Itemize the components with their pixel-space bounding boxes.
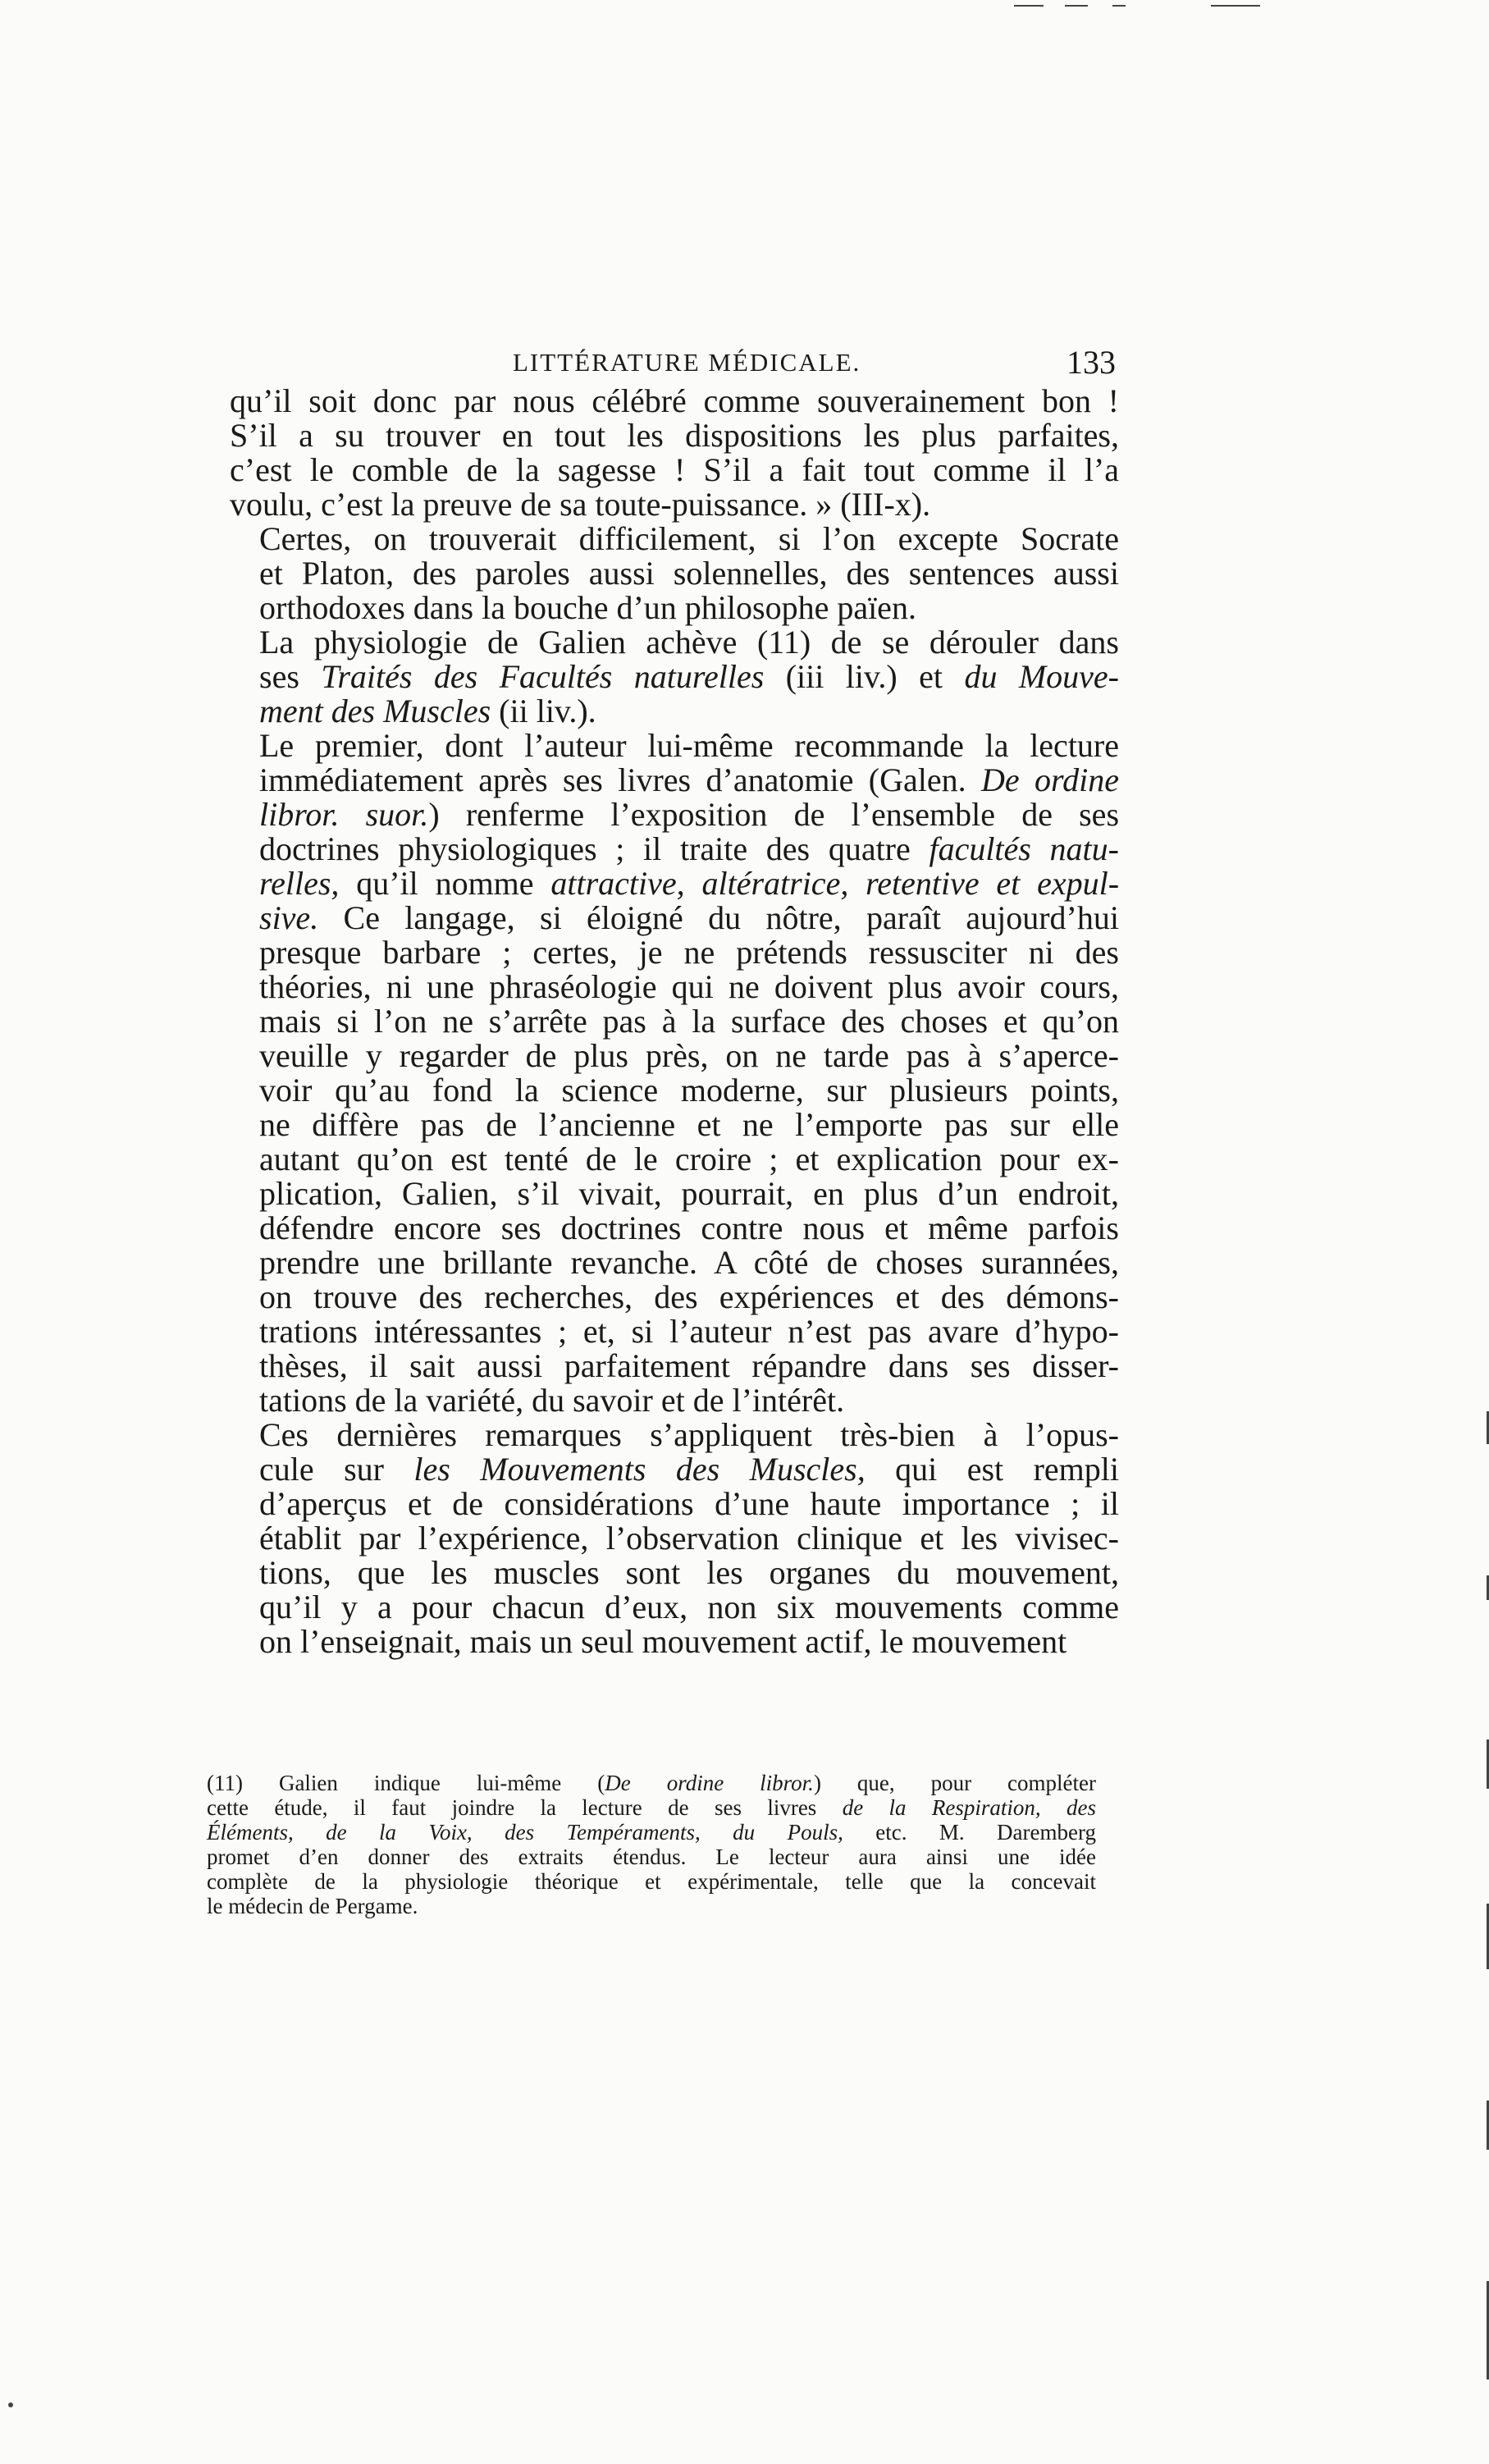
text-line <box>230 763 1119 798</box>
text-run: immédiatement après ses livres d’anatomie (Galen. <box>259 761 982 798</box>
text-run: voir qu’au fond la science moderne, sur plusieurs points, <box>259 1072 1119 1109</box>
text-run: Ces dernières remarques s’appliquent très-bien à l’opus- <box>259 1416 1119 1453</box>
text-run: ) renferme l’exposition de l’ensemble de ses <box>428 796 1120 833</box>
text-run: plication, Galien, s’il vivait, pourrait, en plus d’un endroit, <box>259 1175 1119 1212</box>
text-run: autant qu’on est tenté de le croire ; et explication pour ex- <box>259 1141 1119 1177</box>
text-run: et Platon, des paroles aussi solennelles, des sentences aussi <box>259 555 1119 592</box>
text-line <box>230 798 1119 832</box>
text-line <box>207 1820 1096 1845</box>
text-run: qu’il nomme <box>339 865 551 902</box>
italic-text: De ordine libror. <box>605 1771 814 1795</box>
text-run: on l’enseignait, mais un seul mouvement actif, le mouvement <box>259 1623 1067 1660</box>
text-line <box>230 453 1119 487</box>
italic-text: Traités des Facultés naturelles <box>321 658 765 695</box>
text-run: qu’il soit donc par nous célébré comme souverainement bon ! <box>230 382 1119 419</box>
text-run: S’il a su trouver en tout les dispositions les plus parfaites, <box>230 417 1119 454</box>
text-line <box>230 729 1119 763</box>
text-line <box>207 1845 1096 1869</box>
paragraph <box>230 522 1119 625</box>
italic-text: de la Respiration, des <box>842 1795 1097 1820</box>
text-run: doctrines physiologiques ; il traite des quatre <box>259 830 929 867</box>
text-run: complète de la physiologie théorique et expérimentale, telle que la concevait <box>207 1869 1096 1894</box>
text-line <box>230 1142 1119 1177</box>
italic-text: sive. <box>259 899 319 936</box>
text-line <box>230 1073 1119 1108</box>
text-run: défendre encore ses doctrines contre nous et même parfois <box>259 1209 1119 1246</box>
text-run: Ce langage, si éloigné du nôtre, paraît aujourd’hui <box>318 899 1119 936</box>
text-run: qui est rempli <box>865 1451 1119 1488</box>
text-run: trations intéressantes ; et, si l’auteur n’est pas avare d’hypo- <box>259 1313 1119 1350</box>
text-line <box>230 1383 1119 1418</box>
text-line <box>230 384 1119 418</box>
text-line <box>230 1280 1119 1314</box>
text-run: on trouve des recherches, des expériences et des démons- <box>259 1278 1119 1315</box>
text-run: mais si l’on ne s’arrête pas à la surface des choses et qu’on <box>259 1003 1119 1040</box>
text-line <box>230 487 1119 522</box>
text-line <box>230 1039 1119 1073</box>
body-text <box>230 384 1119 1659</box>
italic-text: Éléments, de la Voix, des Tempéraments, du Pouls, <box>207 1820 843 1845</box>
text-line <box>207 1771 1096 1795</box>
text-run: ses <box>259 658 322 695</box>
text-line <box>230 1108 1119 1142</box>
text-run: veuille y regarder de plus près, on ne tarde pas à s’aperce- <box>259 1037 1119 1074</box>
text-run: orthodoxes dans la bouche d’un philosophe païen. <box>259 589 916 626</box>
text-line <box>230 522 1119 556</box>
text-run: d’aperçus et de considérations d’une haute importance ; il <box>259 1485 1119 1522</box>
text-line <box>230 1452 1119 1487</box>
text-run: (iii liv.) et <box>764 658 965 695</box>
text-run: cette étude, il faut joindre la lecture de ses livres <box>207 1795 843 1820</box>
text-run: presque barbare ; certes, je ne prétends ressusciter ni des <box>259 934 1119 971</box>
text-line <box>230 1590 1119 1625</box>
text-line <box>230 1521 1119 1556</box>
text-run: (11) Galien indique lui-même ( <box>207 1771 605 1795</box>
text-run: Le premier, dont l’auteur lui-même recommande la lecture <box>259 727 1119 764</box>
text-run: etc. M. Daremberg <box>843 1820 1096 1845</box>
italic-text: attractive, altératrice, retentive et expul- <box>550 865 1120 902</box>
text-line <box>230 1556 1119 1590</box>
page-number: 133 <box>1067 344 1116 381</box>
text-run: le médecin de Pergame. <box>207 1894 418 1918</box>
text-line <box>230 1211 1119 1246</box>
text-line <box>207 1894 1096 1918</box>
text-line <box>230 1177 1119 1211</box>
text-line <box>230 1487 1119 1521</box>
text-line <box>230 1418 1119 1452</box>
text-line <box>230 591 1119 625</box>
italic-text: les Mouvements des Muscles, <box>413 1451 866 1488</box>
italic-text: relles, <box>259 865 340 902</box>
text-line <box>230 832 1119 866</box>
text-run: La physiologie de Galien achève (11) de se dérouler dans <box>259 624 1119 661</box>
text-run: ne diffère pas de l’ancienne et ne l’emporte pas sur elle <box>259 1106 1119 1143</box>
text-run: prendre une brillante revanche. A côté de choses surannées, <box>259 1244 1119 1281</box>
paragraph <box>230 729 1119 1418</box>
text-line <box>230 866 1119 901</box>
text-line <box>230 1314 1119 1349</box>
text-run: tions, que les muscles sont les organes du mouvement, <box>259 1554 1119 1591</box>
text-line <box>230 970 1119 1004</box>
text-run: c’est le comble de la sagesse ! S’il a fait tout comme il l’a <box>230 451 1119 488</box>
text-line <box>230 660 1119 694</box>
text-line <box>230 1349 1119 1383</box>
text-line <box>207 1795 1096 1820</box>
italic-text: libror. suor. <box>259 796 429 833</box>
footnote <box>207 1771 1096 1918</box>
text-run: promet d’en donner des extraits étendus. Le lecteur aura ainsi une idée <box>207 1845 1096 1869</box>
text-line <box>230 1246 1119 1280</box>
text-line <box>230 418 1119 453</box>
text-line <box>230 1625 1119 1659</box>
italic-text: facultés natu- <box>929 830 1119 867</box>
text-run: (ii liv.). <box>491 693 596 729</box>
italic-text: De ordine <box>981 761 1119 798</box>
text-line <box>230 694 1119 729</box>
paragraph <box>230 1418 1119 1659</box>
text-line <box>230 901 1119 935</box>
text-line <box>230 1004 1119 1039</box>
text-run: Certes, on trouverait difficilement, si l’on excepte Socrate <box>259 520 1119 557</box>
text-run: ) que, pour compléter <box>813 1771 1096 1795</box>
text-line <box>230 625 1119 660</box>
text-run: voulu, c’est la preuve de sa toute-puissance. » (III-x). <box>230 486 931 523</box>
text-run: thèses, il sait aussi parfaitement répandre dans ses disser- <box>259 1347 1119 1384</box>
text-run: théories, ni une phraséologie qui ne doivent plus avoir cours, <box>259 968 1119 1005</box>
italic-text: du Mouve- <box>964 658 1120 695</box>
running-title: LITTÉRATURE MÉDICALE. <box>513 348 861 377</box>
text-run: cule sur <box>259 1451 414 1488</box>
paragraph <box>230 625 1119 729</box>
italic-text: ment des Muscles <box>259 693 491 729</box>
text-line <box>230 935 1119 970</box>
text-run: tations de la variété, du savoir et de l’intérêt. <box>259 1382 845 1419</box>
text-line <box>207 1869 1096 1894</box>
text-run: qu’il y a pour chacun d’eux, non six mouvements comme <box>259 1589 1119 1625</box>
paragraph <box>230 384 1119 522</box>
text-run: établit par l’expérience, l’observation clinique et les vivisec- <box>259 1520 1119 1557</box>
text-line <box>230 556 1119 591</box>
